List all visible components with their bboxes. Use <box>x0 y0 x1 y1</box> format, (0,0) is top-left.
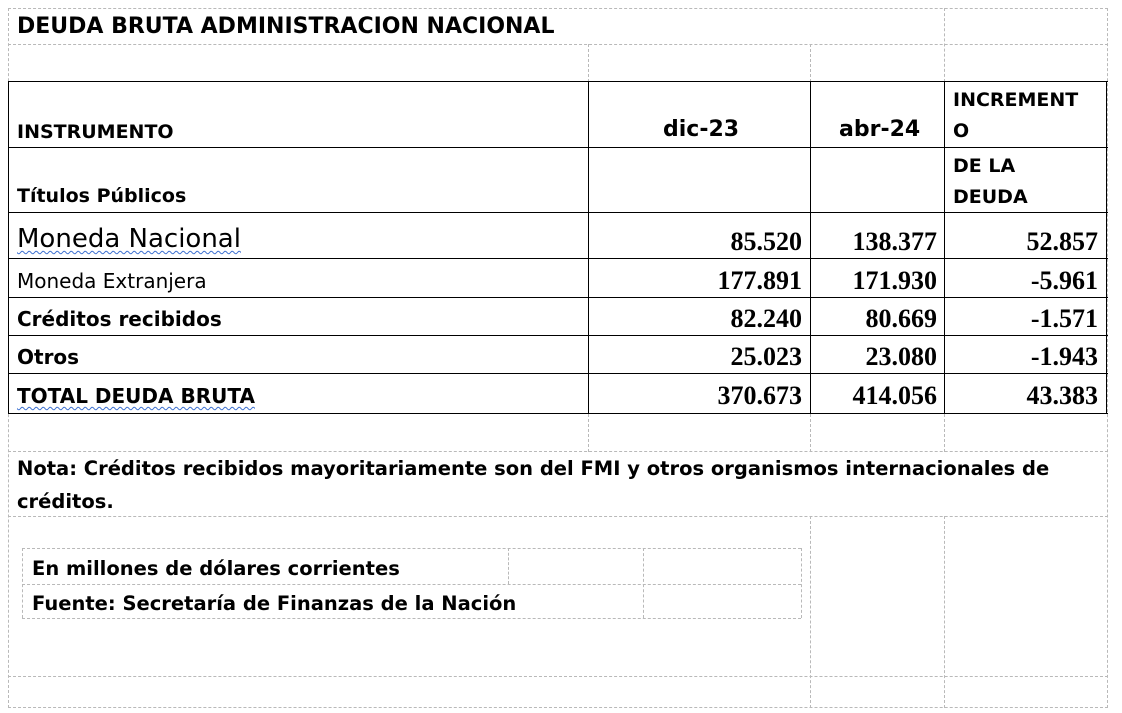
row-label: Otros <box>17 345 80 369</box>
gridline <box>944 414 945 452</box>
source-label: Fuente: Secretaría de Finanzas de la Nación <box>32 592 517 615</box>
table-border-bottom <box>8 413 1108 414</box>
header-abr24: abr-24 <box>839 117 921 142</box>
gridline <box>810 516 811 708</box>
gridline <box>643 548 644 618</box>
gridline <box>8 451 1108 452</box>
table-border-left <box>8 81 9 414</box>
table-row-divider <box>8 335 1108 336</box>
table-row-divider <box>8 373 1108 374</box>
row-value-dic23: 25.023 <box>730 342 802 371</box>
gridline <box>588 414 589 452</box>
header-increment-line3: DE LA <box>953 155 1016 177</box>
gridline <box>944 8 945 82</box>
note-line-2: créditos. <box>17 490 114 513</box>
header-increment-line1: INCREMENT <box>953 89 1079 111</box>
total-label: TOTAL DEUDA BRUTA <box>17 384 255 408</box>
table-border-right <box>1106 81 1107 414</box>
gridline <box>1107 8 1108 708</box>
gridline <box>801 548 802 618</box>
gridline <box>588 44 589 82</box>
header-dic23: dic-23 <box>663 117 740 142</box>
row-value-dic23: 177.891 <box>717 266 802 295</box>
row-label: Moneda Nacional <box>17 224 241 254</box>
row-value-dic23: 85.520 <box>730 227 802 256</box>
page-title: DEUDA BRUTA ADMINISTRACION NACIONAL <box>17 14 555 39</box>
table-border-top <box>8 81 1108 82</box>
gridline <box>22 618 801 619</box>
row-label: Créditos recibidos <box>17 307 222 331</box>
table-row-divider <box>8 297 1108 298</box>
header-instrument: INSTRUMENTO <box>17 121 174 143</box>
gridline <box>8 8 1108 9</box>
gridline <box>22 584 801 585</box>
header-increment-line4: DEUDA <box>953 186 1028 208</box>
row-value-increment: -5.961 <box>1030 266 1098 295</box>
gridline <box>810 44 811 82</box>
gridline <box>508 548 509 584</box>
row-value-dic23: 82.240 <box>730 304 802 333</box>
row-value-abr24: 171.930 <box>852 266 937 295</box>
note-line-1: Nota: Créditos recibidos mayoritariamente son del FMI y otros organismos internacionales de <box>17 457 1050 480</box>
total-value-increment: 43.383 <box>1026 381 1098 410</box>
row-value-increment: 52.857 <box>1026 227 1098 256</box>
header-increment-line2: O <box>953 120 970 142</box>
table-row-divider <box>8 147 1108 148</box>
gridline <box>22 548 801 549</box>
units-label: En millones de dólares corrientes <box>32 557 400 580</box>
gridline <box>8 707 1108 708</box>
row-value-abr24: 80.669 <box>865 304 937 333</box>
gridline <box>810 414 811 452</box>
subheader-titulos-publicos: Títulos Públicos <box>17 185 187 207</box>
total-value-dic23: 370.673 <box>717 381 802 410</box>
row-value-increment: -1.571 <box>1030 304 1098 333</box>
row-label: Moneda Extranjera <box>17 269 207 293</box>
row-value-abr24: 138.377 <box>852 227 937 256</box>
table-row-divider <box>8 212 1108 213</box>
table-column-divider <box>588 81 589 414</box>
table-column-divider <box>944 81 945 414</box>
gridline <box>944 516 945 708</box>
gridline <box>8 676 1108 677</box>
gridline <box>8 44 1108 45</box>
table-row-divider <box>8 258 1108 259</box>
gridline <box>22 548 23 618</box>
row-value-increment: -1.943 <box>1030 342 1098 371</box>
total-value-abr24: 414.056 <box>852 381 937 410</box>
table-column-divider <box>810 81 811 414</box>
gridline <box>8 516 1108 517</box>
row-value-abr24: 23.080 <box>865 342 937 371</box>
